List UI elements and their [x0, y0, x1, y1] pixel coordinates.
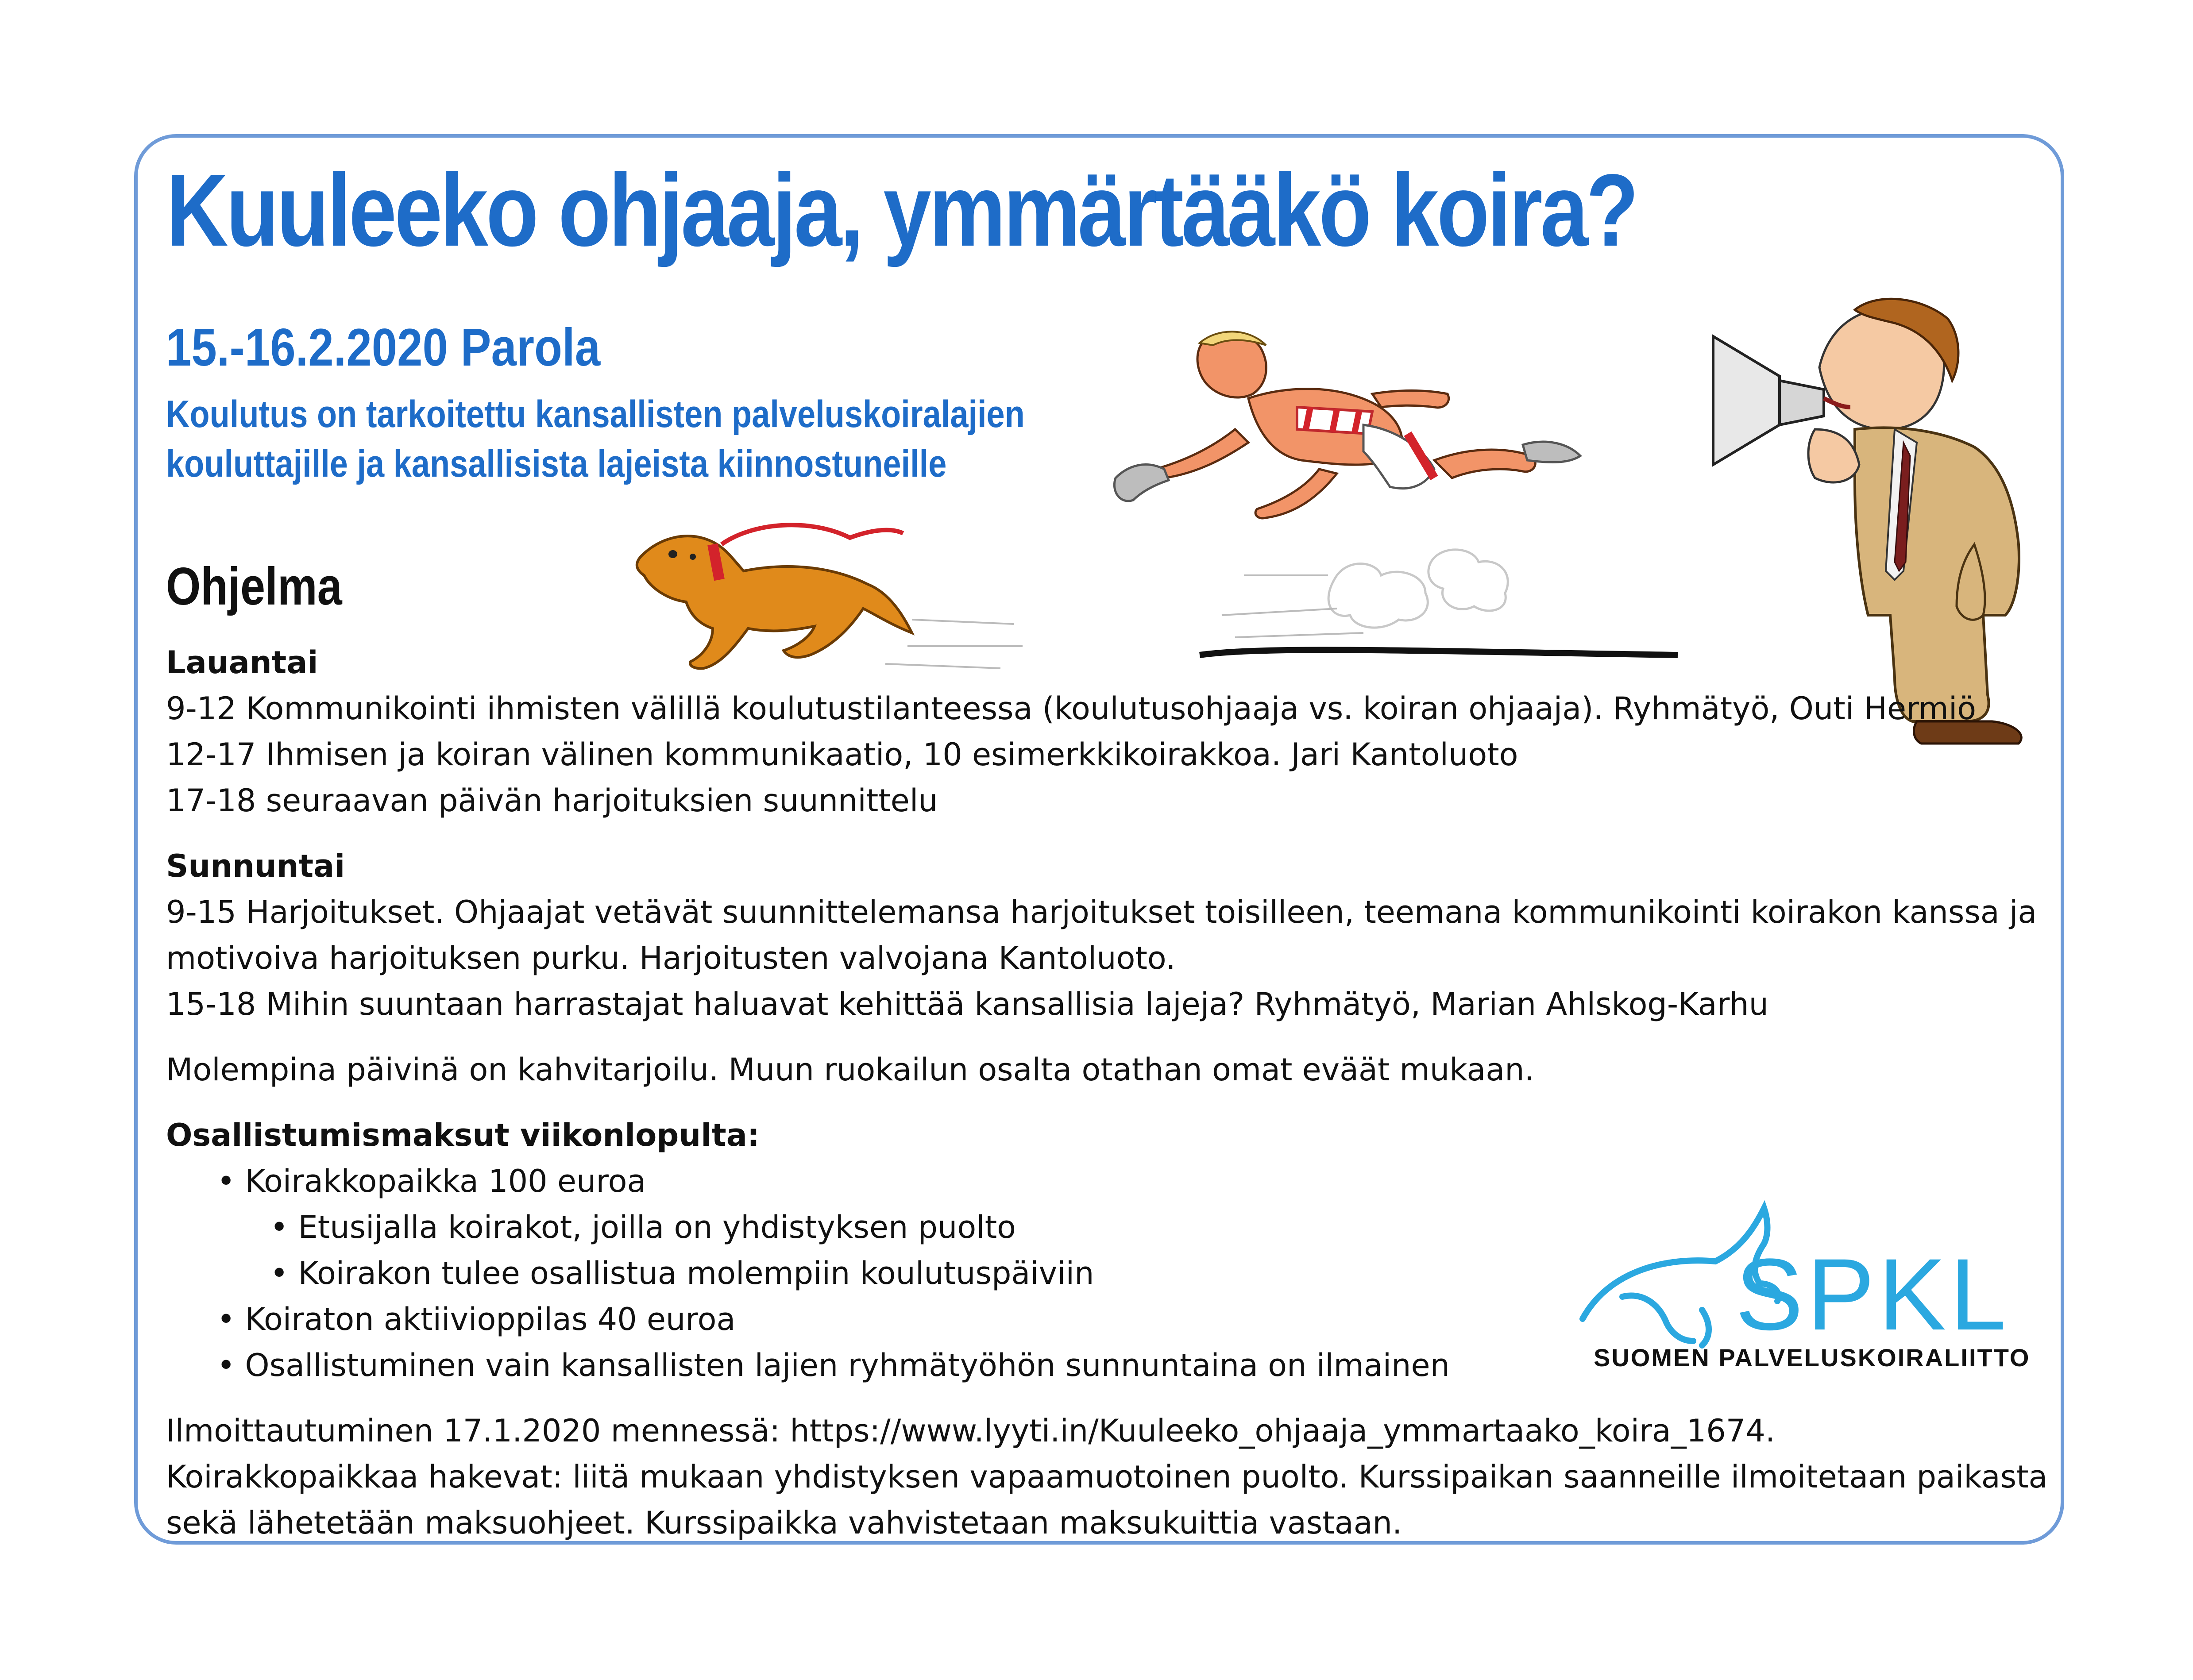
registration-line: sekä lähetetään maksuohjeet. Kurssipaikka vahvistetaan maksukuittia vastaan. [166, 1505, 1402, 1541]
date-place: 15.-16.2.2020 Parola [166, 318, 601, 377]
day-label-sunday: Sunnuntai [166, 848, 345, 884]
sprinting-man-icon [1089, 328, 1691, 664]
logo-name: SUOMEN PALVELUSKOIRALIITTO [1594, 1344, 2031, 1372]
page-title: Kuuleeko ohjaaja, ymmärtääkö koira? [166, 153, 1637, 268]
program-item: 15-18 Mihin suuntaan harrastajat haluavat kehittää kansallisia lajeja? Ryhmätyö, Marian Ahlskog-Karhu [166, 986, 1768, 1022]
program-item: 12-17 Ihmisen ja koiran välinen kommunikaatio, 10 esimerkkikoirakkoa. Jari Kantoluoto [166, 736, 1518, 773]
intro-line: kouluttajille ja kansallisista lajeista kiinnostuneille [166, 443, 947, 485]
program-item: motivoiva harjoituksen purku. Harjoitusten valvojana Kantoluoto. [166, 940, 1176, 976]
fee-subitem: • Koirakon tulee osallistua molempiin koulutuspäiviin [166, 1250, 2069, 1296]
intro-text [166, 389, 1025, 489]
fees-heading: Osallistumismaksut viikonlopulta: [166, 1117, 760, 1153]
fee-subitem: • Etusijalla koirakot, joilla on yhdistyksen puolto [166, 1204, 2069, 1250]
program-heading: Ohjelma [166, 557, 342, 616]
registration-line: Ilmoittautuminen 17.1.2020 mennessä: https://www.lyyti.in/Kuuleeko_ohjaaja_ymmartaako_koira_1674. [166, 1413, 1776, 1449]
program-item: 17-18 seuraavan päivän harjoituksien suunnittelu [166, 782, 938, 819]
fee-item: • Osallistuminen vain kansallisten lajien ryhmätyöhön sunnuntaina on ilmainen [166, 1342, 2069, 1388]
program-item: 9-12 Kommunikointi ihmisten välillä koulutustilanteessa (koulutusohjaaja vs. koiran ohjaaja). Ryhmätyö, Outi Hermiö [166, 690, 1977, 727]
logo-abbreviation: SPKL [1735, 1237, 2010, 1351]
day-label-saturday: Lauantai [166, 644, 318, 681]
coffee-note: Molempina päivinä on kahvitarjoilu. Muun ruokailun osalta otathan omat eväät mukaan. [166, 1052, 1534, 1088]
fee-item: • Koiraton aktiivioppilas 40 euroa [166, 1296, 2069, 1342]
registration-line: Koirakkopaikkaa hakevat: liitä mukaan yhdistyksen vapaamuotoinen puolto. Kurssipaikan saanneille ilmoitetaan paikasta [166, 1459, 2048, 1495]
program-body [166, 640, 2069, 1546]
intro-line: Koulutus on tarkoitettu kansallisten palveluskoiralajien [166, 393, 1025, 435]
fee-item: • Koirakkopaikka 100 euroa [166, 1158, 2069, 1204]
program-item: 9-15 Harjoitukset. Ohjaajat vetävät suunnittelemansa harjoitukset toisilleen, teemana kommunikointi koirakon kanssa ja [166, 894, 2037, 930]
